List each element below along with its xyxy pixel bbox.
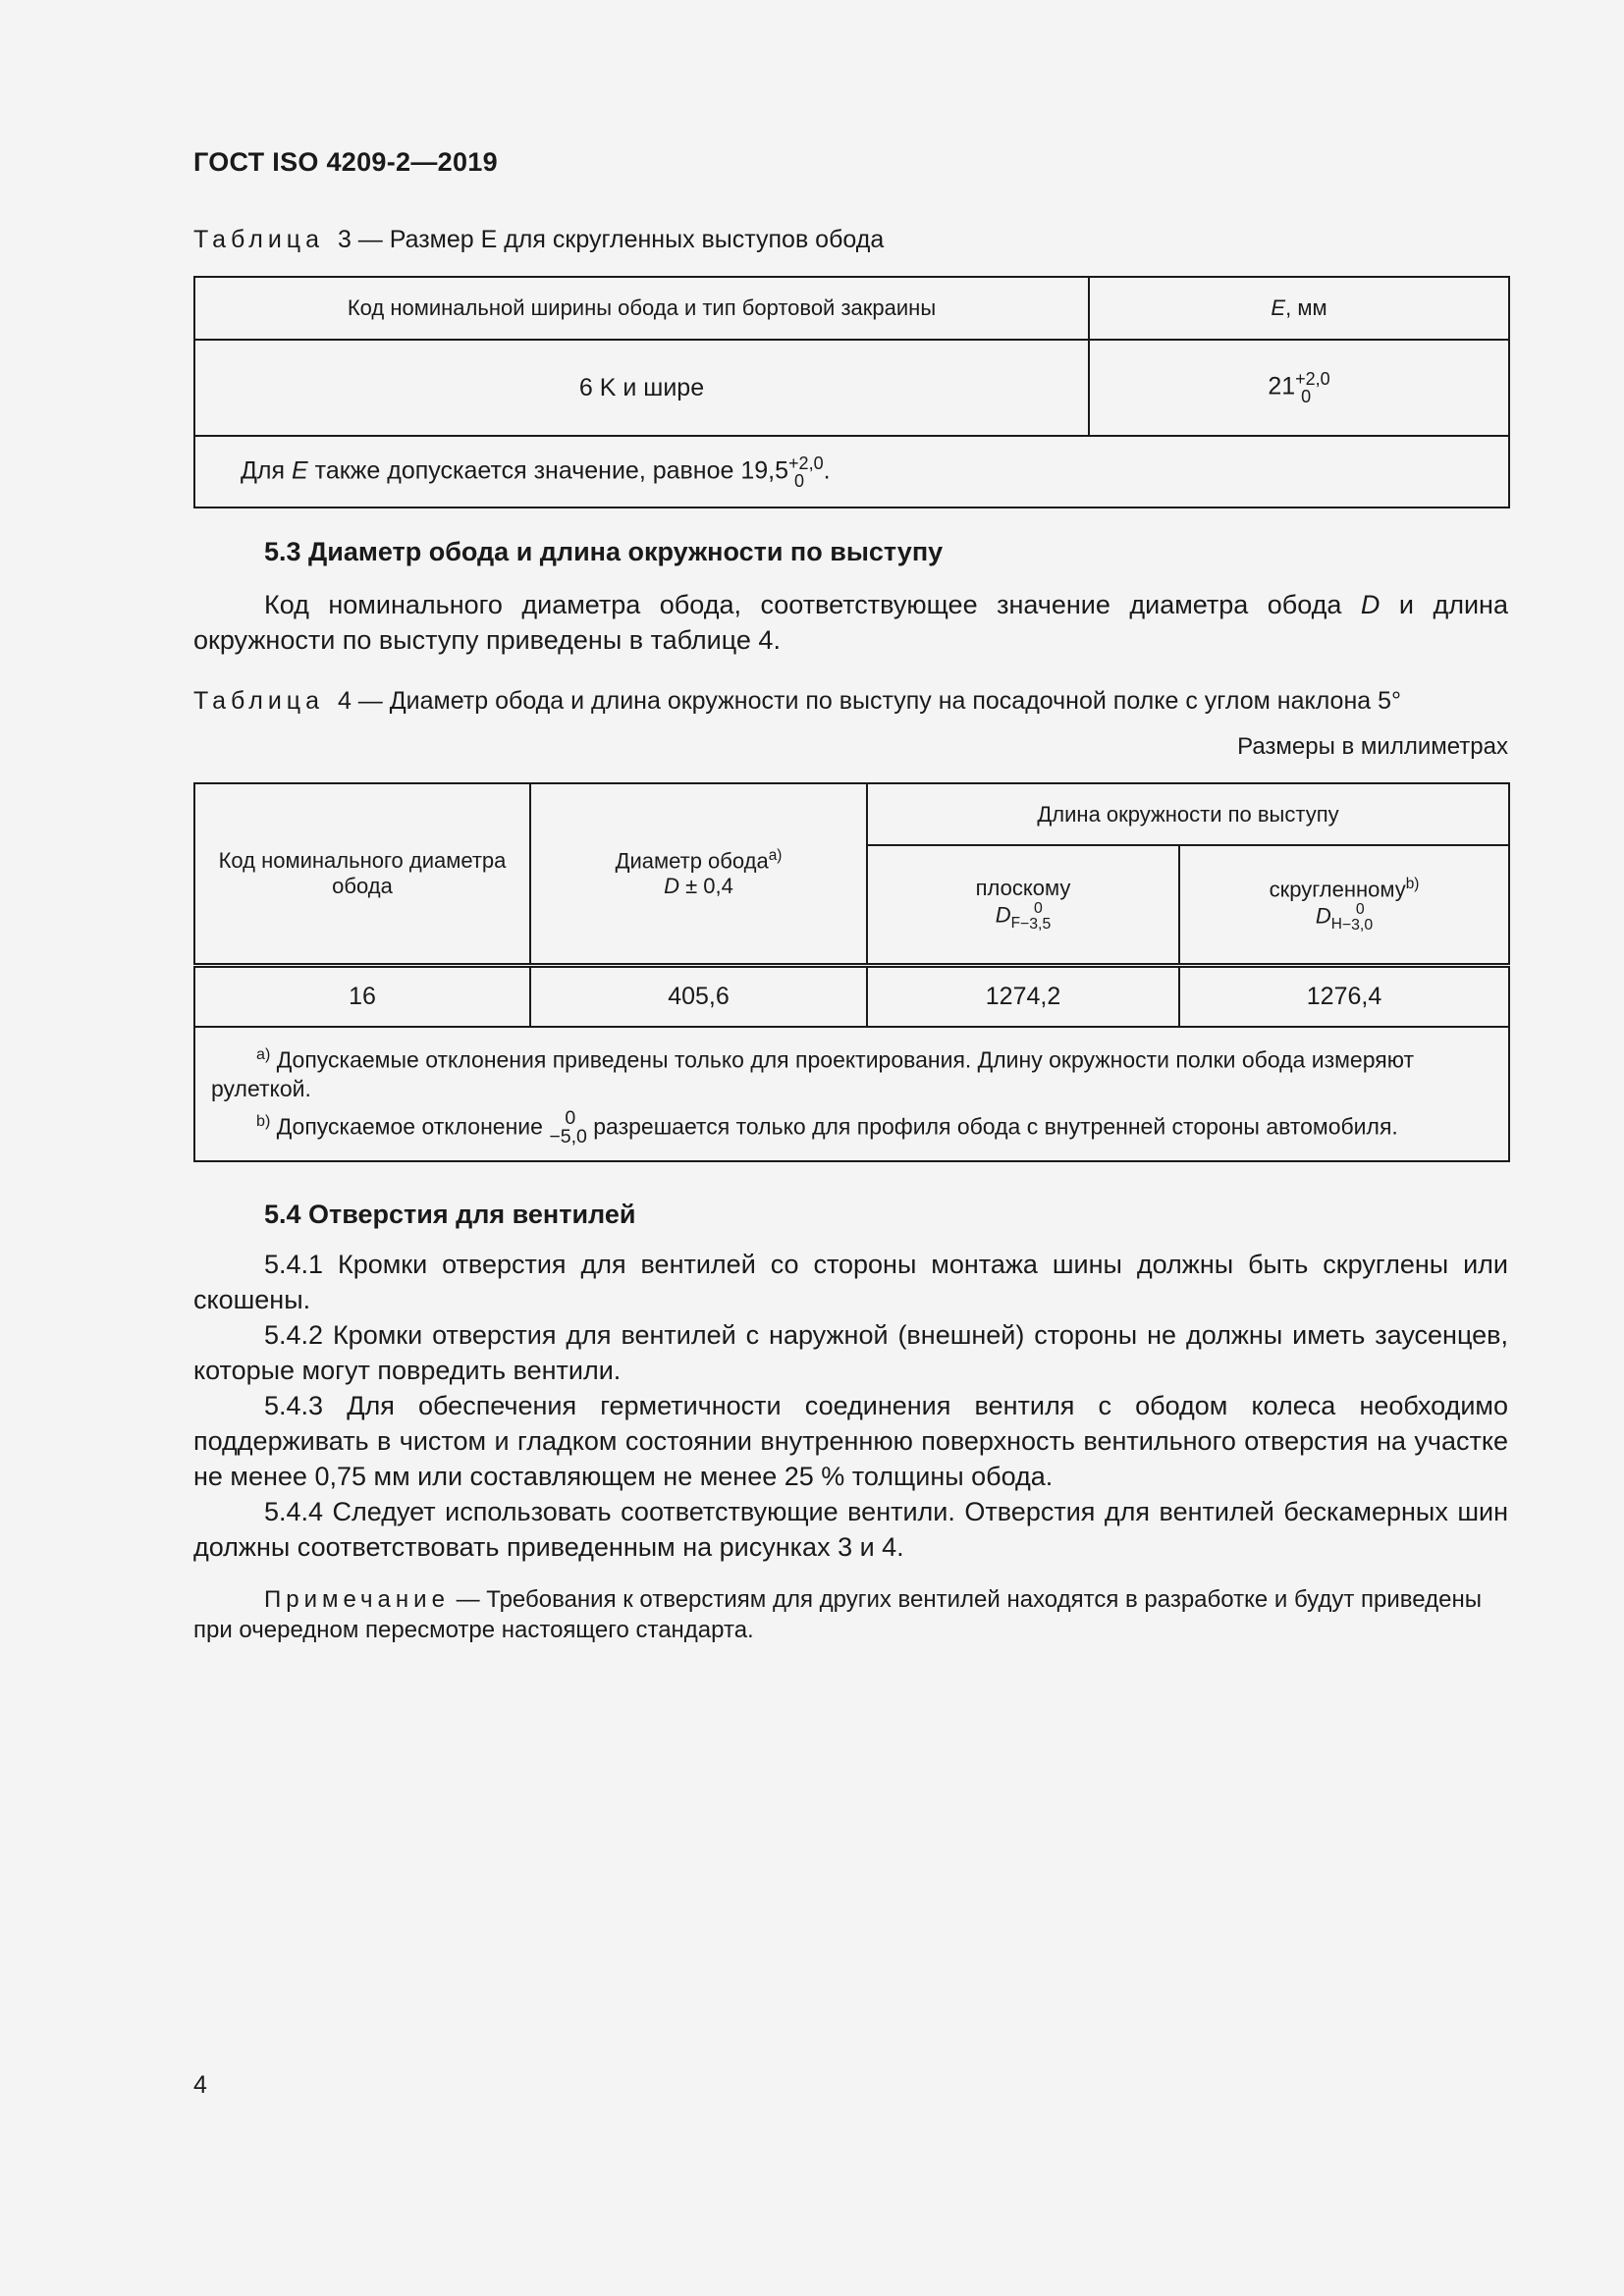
- section-5-4-2-paragraph: 5.4.2 Кромки отверстия для вентилей с наружной (внешней) стороны не должны иметь заусенцев, которые могут повредить вентили.: [193, 1320, 1508, 1385]
- table3: [193, 276, 1510, 508]
- table4-col3-header: плоскому $D_F$ 0 −3,5: [867, 845, 1179, 965]
- section-5-4-4-paragraph: 5.4.4 Следует использовать соответствующие вентили. Отверстия для вентилей бескамерных шин должны соответствовать приведенным на рисунках 3 и 4.: [193, 1497, 1508, 1562]
- section-5-3-paragraph: Код номинального диаметра обода, соответствующее значение диаметра обода D и длина окружности по выступу приведены в таблице 4.: [193, 590, 1508, 655]
- table4-col1-header: Код номинального диаметра обода: [194, 783, 530, 965]
- table3-caption-word: Таблица: [193, 226, 325, 253]
- table4-notes: [194, 1027, 1509, 1161]
- document-header: ГОСТ ISO 4209-2—2019: [193, 147, 498, 177]
- table4-code-cell: 16: [194, 965, 530, 1027]
- table3-caption: [193, 226, 884, 254]
- table4-note-b: $^{b)}$ Допускаемое отклонение 0 −5,0 разрешается только для профиля обода с внутренней стороны автомобиля.: [256, 1106, 1398, 1148]
- table4-flat-cell: 1274,2: [867, 965, 1179, 1027]
- table4-col2-header: Диаметр обода$^{a)}$ D ± 0,4: [530, 783, 867, 965]
- table4-col4-header: скругленному$^{b)}$ $D_H$ 0 −3,0: [1179, 845, 1509, 965]
- table4-header-row-1: [194, 783, 1509, 845]
- table3-col2-header: E, мм: [1089, 277, 1509, 340]
- table4-notes-row: [194, 1027, 1509, 1161]
- section-5-4-note: Примечание — Требования к отверстиям для других вентилей находятся в разработке и будут приведены при очередном пересмотре настоящего стандарта.: [193, 1586, 1482, 1643]
- table3-footnote: Для E также допускается значение, равное 19,5 +2,0 0 .: [194, 436, 1509, 507]
- section-5-3-heading: 5.3 Диаметр обода и длина окружности по выступу: [264, 537, 944, 566]
- table3-header-row: [194, 277, 1509, 340]
- section-5-4-heading: 5.4 Отверстия для вентилей: [264, 1200, 636, 1229]
- table4: [193, 782, 1510, 1162]
- table4-caption: [193, 687, 1401, 716]
- table4-caption-text: 4 — Диаметр обода и длина окружности по выступу на посадочной полке с углом наклона 5°: [337, 687, 1402, 715]
- table3-row: [194, 340, 1509, 436]
- table-row: [194, 965, 1509, 1027]
- table4-group-header: Длина окружности по выступу: [867, 783, 1509, 845]
- table4-units-note: Размеры в миллиметрах: [1237, 733, 1508, 760]
- section-5-4-3-paragraph: 5.4.3 Для обеспечения герметичности соединения вентиля с ободом колеса необходимо поддерживать в чистом и гладком состоянии внутреннюю поверхность вентильного отверстия на участке не менее 0,75 мм или составляющем не менее 25 % толщины обода.: [193, 1391, 1508, 1491]
- table3-footnote-row: [194, 436, 1509, 507]
- note-label: Примечание: [264, 1586, 450, 1613]
- table3-value-cell: 21 +2,0 0: [1089, 340, 1509, 436]
- table4-diameter-cell: 405,6: [530, 965, 867, 1027]
- section-5-4-1-paragraph: 5.4.1 Кромки отверстия для вентилей со стороны монтажа шины должны быть скруглены или скошены.: [193, 1250, 1508, 1314]
- table3-code-cell: 6 K и шире: [194, 340, 1089, 436]
- page-number: 4: [193, 2071, 207, 2099]
- table3-caption-text: 3 — Размер E для скругленных выступов обода: [337, 226, 885, 253]
- table3-col1-header: Код номинальной ширины обода и тип бортовой закраины: [194, 277, 1089, 340]
- table4-rounded-cell: 1276,4: [1179, 965, 1509, 1027]
- table4-note-a: $^{a)}$ Допускаемые отклонения приведены только для проектирования. Длину окружности полки обода измеряют рулеткой.: [211, 1045, 1414, 1101]
- table4-caption-word: Таблица: [193, 687, 325, 715]
